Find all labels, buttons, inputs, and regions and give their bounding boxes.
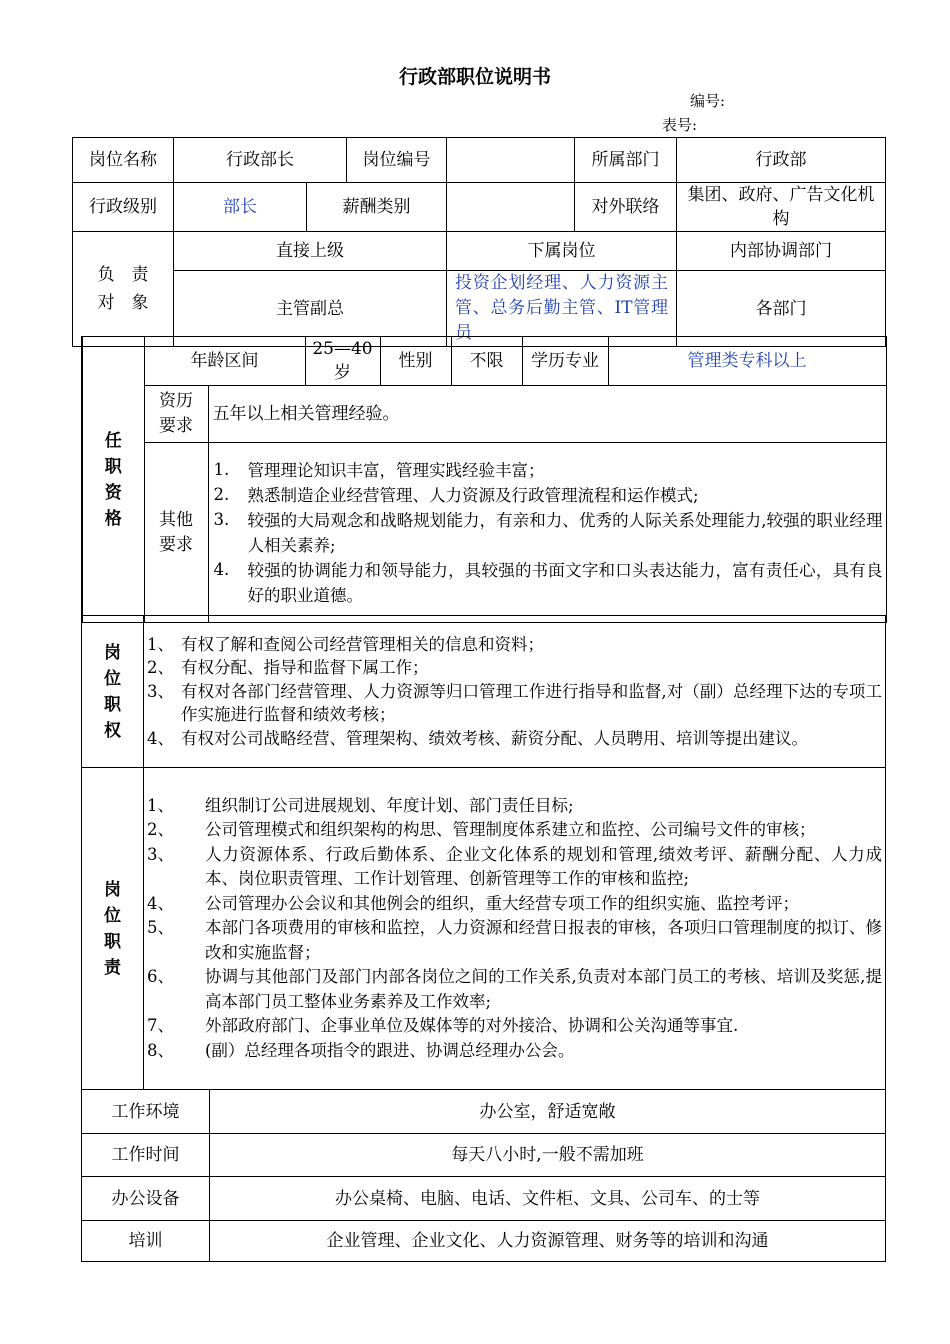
list-item: 6、 协调与其他部门及部门内部各岗位之间的工作关系,负责对本部门员工的考核、培训及奖惩,提高本部门员工整体业务素养及工作效率;: [147, 967, 882, 1011]
qualification-section-label: [82, 337, 144, 623]
responsibility-label-top: 负 责: [97, 265, 149, 285]
other-requirements-label: 其他要求: [144, 443, 208, 623]
list-item: 3、 人力资源体系、行政后勤体系、企业文化体系的规划和管理,绩效考评、薪酬分配、人力成本、岗位职责管理、工作计划管理、创新管理等工作的审核和监控;: [147, 844, 882, 889]
header-table: [72, 137, 886, 347]
internal-coordination-label: 内部协调部门: [677, 232, 886, 271]
authority-section-label: [82, 616, 144, 768]
authority-section-char: 岗: [104, 642, 121, 663]
conditions-table: [81, 1089, 886, 1262]
duties-list: [144, 768, 886, 1090]
position-code-value: [447, 138, 575, 183]
list-item: 8、 (副）总经理各项指令的跟进、协调总经理办公会。: [147, 1040, 575, 1060]
position-code-label: 岗位编号: [347, 138, 447, 183]
list-item: 2、 公司管理模式和组织架构的构思、管理制度体系建立和监控、公司编号文件的审核；: [147, 820, 816, 840]
external-contact-label: 对外联络: [575, 183, 677, 232]
level-value: 部长: [174, 183, 307, 232]
work-time-label: 工作时间: [82, 1134, 210, 1177]
list-item: 5、 本部门各项费用的审核和监控，人力资源和经营日报表的审核，各项归口管理制度的拟订、修改和实施监督；: [147, 918, 882, 962]
subordinate-label: 下属岗位: [447, 232, 677, 271]
superior-value: 主管副总: [174, 271, 447, 347]
duties-section-char: 位: [104, 905, 121, 926]
list-item: 3、 有权对各部门经营管理、人力资源等归口管理工作进行指导和监督,对（副）总经理下达的专项工作实施进行监督和绩效考核；: [147, 681, 882, 725]
duties-section-char: 岗: [104, 879, 121, 900]
internal-coordination-value: 各部门: [677, 271, 886, 347]
code-label: 编号:: [690, 92, 726, 110]
list-item: 4、 有权对公司战略经营、管理架构、绩效考核、薪资分配、人员聘用、培训等提出建议。: [147, 728, 808, 748]
position-name-label: 岗位名称: [73, 138, 174, 183]
qualification-table: [81, 336, 887, 623]
form-label: 表号:: [662, 116, 698, 134]
salary-type-label: 薪酬类别: [307, 183, 447, 232]
training-label: 培训: [82, 1221, 210, 1262]
superior-label: 直接上级: [174, 232, 447, 271]
age-label: 年龄区间: [144, 337, 305, 386]
position-name-value: 行政部长: [174, 138, 347, 183]
list-item: 7、 外部政府部门、企事业单位及媒体等的对外接洽、协调和公关沟通等事宜.: [147, 1016, 739, 1036]
duties-section-char: 责: [104, 957, 121, 978]
authority-section-char: 权: [104, 720, 121, 741]
work-environment-value: 办公室，舒适宽敞: [210, 1090, 886, 1134]
responsibility-label-bottom: 对 象: [97, 293, 149, 313]
other-requirements-list: [208, 443, 886, 623]
list-item: 2. 熟悉制造企业经营管理、人力资源及行政管理流程和运作模式;: [213, 484, 699, 505]
authority-table: [81, 615, 886, 768]
authority-section-char: 位: [104, 668, 121, 689]
qualification-section-char: 资: [104, 482, 122, 503]
list-item: 4、 公司管理办公会议和其他例会的组织，重大经营专项工作的组织实施、监控考评；: [147, 893, 799, 913]
work-environment-label: 工作环境: [82, 1090, 210, 1134]
list-item: 1、 组织制订公司进展规划、年度计划、部门责任目标;: [147, 795, 574, 815]
list-item: 3. 较强的大局观念和战略规划能力，有亲和力、优秀的人际关系处理能力,较强的职业经理人相关素养;: [213, 509, 883, 555]
list-item: 2、 有权分配、指导和监督下属工作；: [147, 658, 429, 678]
department-value: 行政部: [677, 138, 886, 183]
education-value: 管理类专科以上: [608, 337, 886, 386]
list-item: 1、 有权了解和查阅公司经营管理相关的信息和资料；: [147, 634, 544, 654]
office-equipment-label: 办公设备: [82, 1177, 210, 1221]
qualification-section-char: 任: [104, 430, 122, 451]
experience-label: 资历要求: [144, 386, 208, 443]
gender-label: 性别: [380, 337, 451, 386]
qualification-section-char: 职: [104, 456, 122, 477]
office-equipment-value: 办公桌椅、电脑、电话、文件柜、文具、公司车、的士等: [210, 1177, 886, 1221]
qualification-section-char: 格: [104, 508, 122, 529]
responsibility-label: [73, 232, 174, 347]
gender-value: 不限: [451, 337, 522, 386]
education-label: 学历专业: [522, 337, 608, 386]
work-time-value: 每天八小时,一般不需加班: [210, 1134, 886, 1177]
duties-table: [81, 767, 886, 1090]
list-item: 1. 管理理论知识丰富，管理实践经验丰富；: [213, 459, 545, 480]
duties-section-char: 职: [104, 931, 121, 952]
subordinate-value: 投资企划经理、人力资源主管、总务后勤主管、IT管理员: [447, 271, 677, 347]
duties-section-label: [82, 768, 144, 1090]
external-contact-value: 集团、政府、广告文化机构: [677, 183, 886, 232]
authority-section-char: 职: [104, 694, 121, 715]
document-title: 行政部职位说明书: [398, 66, 551, 88]
experience-value: 五年以上相关管理经验。: [208, 386, 886, 443]
authority-list: [144, 616, 886, 768]
training-value: 企业管理、企业文化、人力资源管理、财务等的培训和沟通: [210, 1221, 886, 1262]
salary-type-value: [447, 183, 575, 232]
department-label: 所属部门: [575, 138, 677, 183]
level-label: 行政级别: [73, 183, 174, 232]
list-item: 4. 较强的协调能力和领导能力，具较强的书面文字和口头表达能力，富有责任心，具有良好的职业道德。: [213, 559, 883, 605]
age-value: 25—40 岁: [305, 337, 380, 386]
